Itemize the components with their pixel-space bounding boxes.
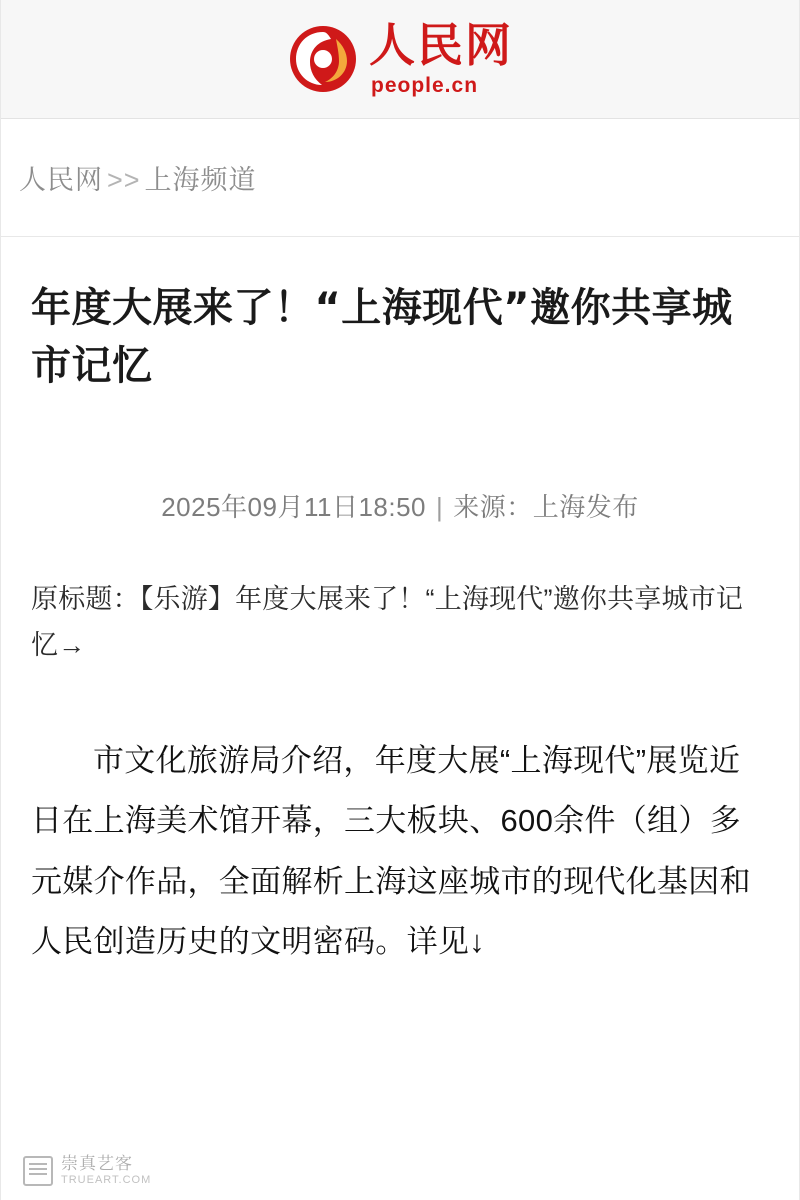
breadcrumb-inner [19, 158, 257, 197]
page-title: 年度大展来了！“上海现代”邀你共享城市记忆 [31, 285, 733, 389]
breadcrumb-home-link[interactable]: 人民网 [19, 165, 103, 195]
watermark-logo-icon [23, 1156, 53, 1186]
article-body [1, 237, 799, 973]
original-title-text: 【乐游】年度大展来了！“上海现代”邀你共享城市记忆→ [31, 584, 744, 661]
breadcrumb [1, 119, 799, 237]
site-masthead [1, 0, 799, 119]
original-title [31, 576, 769, 669]
site-logo-cn: 人民网 [369, 18, 513, 72]
watermark [23, 1155, 151, 1186]
article-paragraph: 市文化旅游局介绍，年度大展“上海现代”展览近日在上海美术馆开幕，三大板块、600余件（组）多元媒介作品，全面解析上海这座城市的现代化基因和人民创造历史的文明密码。详见↓ [31, 742, 751, 960]
site-logo-text [369, 18, 513, 97]
watermark-en: TRUEART.COM [61, 1173, 152, 1186]
watermark-cn: 崇真艺客 [61, 1154, 133, 1174]
people-cn-logo-icon [287, 23, 359, 95]
site-logo-en: people.cn [371, 74, 479, 97]
watermark-text [61, 1155, 151, 1186]
article-meta [31, 487, 769, 524]
breadcrumb-separator: >> [107, 165, 141, 195]
breadcrumb-channel-link[interactable]: 上海频道 [144, 165, 257, 195]
meta-separator: | [436, 492, 444, 522]
original-title-label: 原标题： [31, 584, 140, 614]
source-label: 来源： [453, 492, 533, 522]
publish-date: 2025年09月11日18:50 [161, 492, 427, 522]
source-name: 上海发布 [532, 492, 639, 522]
site-logo[interactable] [287, 18, 513, 97]
